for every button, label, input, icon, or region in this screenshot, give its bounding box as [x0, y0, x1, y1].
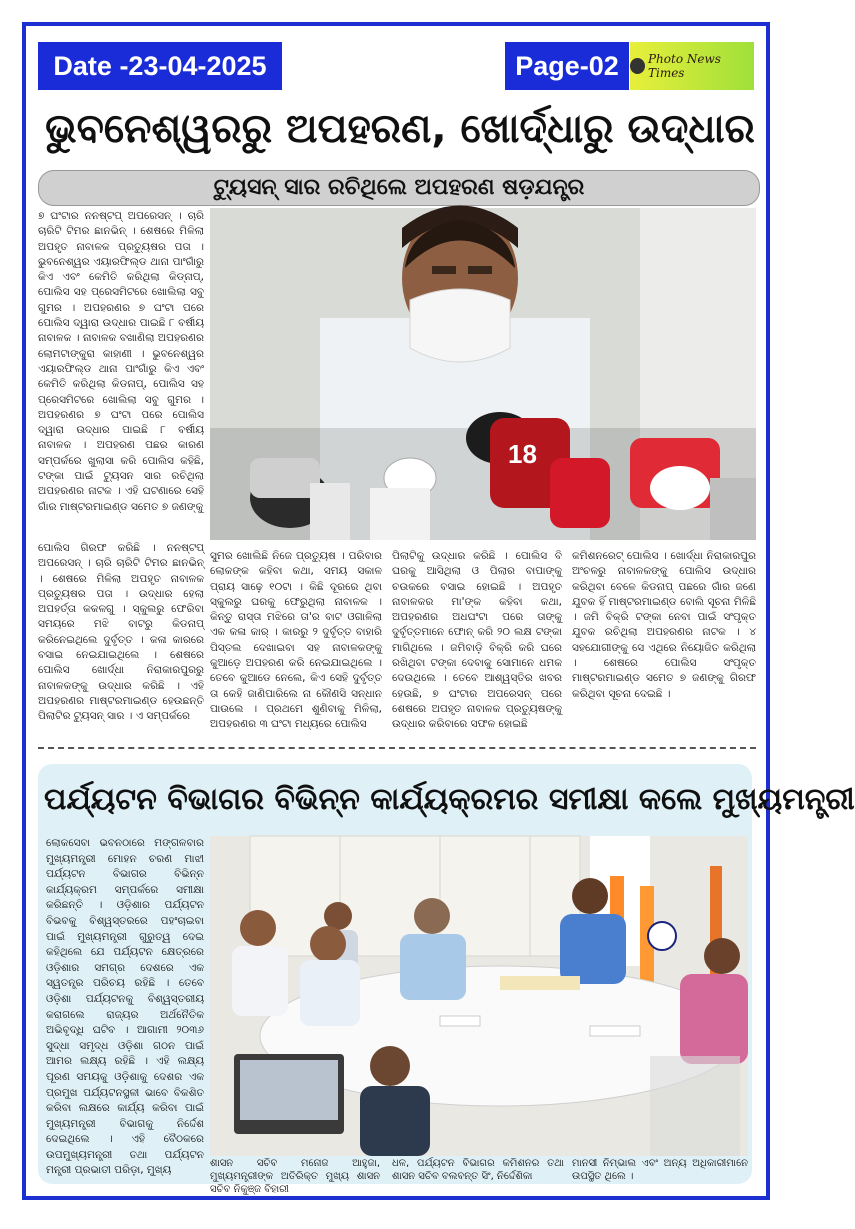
date-label: Date -23-04-2025: [38, 42, 282, 90]
story2-caption-2: ଧଳ, ପର୍ଯ୍ୟଟନ ବିଭାଗର କମିଶନର ତଥା ଶାସନ ସଚିବ ବଲବନ୍ତ ସିଂ, ନିର୍ଦ୍ଦେଶିକା: [392, 1158, 564, 1182]
story1-photo: [210, 208, 756, 540]
meeting-illustration: [210, 836, 748, 1156]
story2-headline: ପର୍ଯ୍ୟଟନ ବିଭାଗର ବିଭିନ୍ନ କାର୍ଯ୍ୟକ୍ରମର ସମୀକ୍ଷା କଲେ ମୁଖ୍ୟମନ୍ତ୍ରୀ: [44, 782, 855, 817]
logo-text: Photo News Times: [647, 52, 721, 80]
mic-label: 18: [508, 439, 537, 469]
logo: [630, 42, 754, 90]
story1-column-2: ସୁମର ଖୋଲିଛି ନିଜେ ପ୍ରତ୍ୟୁଷ । ପରିବାର ଲୋକଙ୍କ କହିବା କଥା, ସମୟ ସକାଳ ପ୍ରାୟ ସାଢ଼େ ୧୦ଟା । କିଛି ଦୂରରେ ଥିବା ସ୍କୁଲରୁ ଘରକୁ ଫେରୁଥିଲା ନାବାଳକ । କିନ୍ତୁ ରାସ୍ତା ମଝିରେ ତା'ର ବାଟ ଓଗାଳିଲା ଏକ କଳା କାର୍ । କାରରୁ ୨ ଦୁର୍ବୃତ୍ତ ବାହାରି ପିସ୍ତଲ ଦେଖାଇବା ସହ ନାବାଳକଙ୍କୁ କୁଆଡ଼େ ଅପହରଣ କରି ନେଇଯାଇଥିଲେ । ତେବେ କୁଆଡେ ନେଲେ, କିଏ ସେହି ଦୁର୍ବୃତ୍ତ ତା କେହି ଜାଣିପାରିଲେ ନା କୌଣସି ସନ୍ଧାନ ପାଉଲେ । ପ୍ରଥମେ ଶୁଣିବାକୁ ମିଳିଲା, ଅପହରଣର ୩ ଘଂଟା ମଧ୍ୟରେ ପୋଲିସ: [210, 550, 382, 731]
story2-column-1: ଲୋକସେବା ଭବନଠାରେ ମଙ୍ଗଳବାର ମୁଖ୍ୟମନ୍ତ୍ରୀ ମୋହନ ଚରଣ ମାଝୀ ପର୍ଯ୍ୟଟନ ବିଭାଗର ବିଭିନ୍ନ କାର୍ଯ୍ୟକ୍ରମ ସମ୍ପର୍କରେ ସମୀକ୍ଷା କରିଛନ୍ତି । ଓଡ଼ିଶାର ପର୍ଯ୍ୟଟନ ବିଭବକୁ ବିଶ୍ୱସ୍ତରରେ ପହଂଚାଇବା ପାଇଁ ମୁଖ୍ୟମନ୍ତ୍ରୀ ଗୁରୁତ୍ୱ ଦେଇ କହିଥିଲେ ଯେ ପର୍ଯ୍ୟଟନ କ୍ଷେତ୍ରରେ ଓଡ଼ିଶାର ସମଗ୍ର ଦେଶରେ ଏକ ସ୍ୱତନ୍ତ୍ର ପରିଚୟ ରହିଛି । ତେବେ ଓଡ଼ିଶା ପର୍ଯ୍ୟଟନକୁ ବିଶ୍ୱସ୍ତରୀୟ କରାଗଲେ ରାଜ୍ୟର ଅର୍ଥନୈତିକ ଅଭିବୃଦ୍ଧି ଘଟିବ । ଆଗାମୀ ୨୦୩୬ ସୁଦ୍ଧା ସମୃଦ୍ଧ ଓଡ଼ିଶା ଗଠନ ପାଇଁ ଆମର ଲକ୍ଷ୍ୟ ରହିଛି । ଏହି ଲକ୍ଷ୍ୟ ପୂରଣ ସମୟକୁ ଓଡ଼ିଶାକୁ ଦେଶର ଏକ ପ୍ରମୁଖ ପର୍ଯ୍ୟଟନସ୍ଥଳୀ ଭାବେ ବିକଶିତ କରିବା ଲକ୍ଷରେ କାର୍ଯ୍ୟ କରିବା ପାଇଁ ମୁଖ୍ୟମନ୍ତ୍ରୀ ବିଭାଗକୁ ନିର୍ଦ୍ଦେଶ ଦେଇଥିଲେ । ଏହି ବୈଠକରେ ଉପମୁଖ୍ୟମନ୍ତ୍ରୀ ତଥା ପର୍ଯ୍ୟଟନ ମନ୍ତ୍ରୀ ପ୍ରଭାତୀ ପରିଡ଼ା, ମୁଖ୍ୟ: [46, 837, 204, 1177]
story2-caption-3: ମାନସୀ ନିମ୍ଭାଲ ଏବଂ ଅନ୍ୟ ଅଧିକାରୀମାନେ ଉପସ୍ଥିତ ଥିଲେ ।: [572, 1158, 748, 1182]
camera-icon: [630, 58, 645, 74]
story1-column-4: କମିଶନରେଟ୍ ପୋଲିସ । ଖୋର୍ଦ୍ଧା ନିରାକାରପୁର ଅଂଚଳରୁ ନାବାଳକଙ୍କୁ ପୋଲିସ ଉଦ୍ଧାର କରିଥିବା ବେଳେ କିଡନାପ୍ ପଛରେ ଗାଁର ଜଣେ ଯୁବକ ହିଁ ମାଷ୍ଟରମାଇଣ୍ଡ ବୋଲି ସୂଚନା ମିଳିଛି । ଜମି ବିକ୍ରି ଟଙ୍କା ନେବା ପାଇଁ ସଂପୃକ୍ତ ଯୁବକ ରଚିଥିଲା ଅପହରଣର ନାଟକ । ୪ ସହଯୋଗୀଙ୍କୁ ସେ ଏଥିରେ ନିୟୋଜିତ କରିଥିଲା । ଶେଷରେ ପୋଲିସ ସଂପୃକ୍ତ ମାଷ୍ଟରମାଇଣ୍ଡ ସମେତ ୭ ଜଣଙ୍କୁ ଗିରଫ କରିଥିବା ସୂଚନା ଦେଇଛି ।: [572, 550, 756, 700]
story2-photo: [210, 836, 748, 1156]
story1-column-3: ପିଲାଟିକୁ ଉଦ୍ଧାର କରିଛି । ପୋଲିସ ବି ଘରକୁ ଆସିଥିଲା ଓ ପିଲାର ବାପାଙ୍କୁ ଚଉକରେ ବସାଇ ହୋଇଛି । ଅପହୃତ ନାବାଳକର ମା'ଙ୍କ କହିବା କଥା, ଅପହରଣର ଅଧଘଂଟା ପରେ ତାଙ୍କୁ ଦୁର୍ବୃତ୍ତମାନେ ଫୋନ୍ କରି ୨୦ ଲକ୍ଷ ଟଙ୍କା ମାଗିଥିଲେ । ଜମିବାଡ଼ି ବିକ୍ରି କରି ଘରେ ରଖିଥିବା ଟଙ୍କା ଦେବାକୁ ସୋମାନେ ଧମକ ଦେଉଥିଲେ । ତେବେ ଆଶ୍ୱସ୍ତିର ଖବର ହେଉଛି, ୭ ଘଂଟାର ଅପରେସନ୍ ପରେ ଶେଷରେ ଅପହୃତ ନାବାଳକ ପ୍ରତ୍ୟୁଷଙ୍କୁ ଉଦ୍ଧାର କରିବାରେ ସଫଳ ହୋଇଛି: [392, 550, 562, 731]
press-conference-illustration: [210, 208, 756, 540]
story1-headline: ଭୁବନେଶ୍ୱରରୁ ଅପହରଣ, ଖୋର୍ଦ୍ଧାରୁ ଉଦ୍ଧାର: [45, 106, 755, 152]
story1-column-1-bottom: ପୋଲିସ ଗିରଫ କରିଛି । ନନଷ୍ଟପ୍ ଅପରେସନ୍ । ଚାରି ଚାରିଟି ଟିମର ଛାନଭିନ୍ । ଶେଷରେ ମିଳିଲା ଅପହୃତ ନାବାଳକ ପ୍ରତ୍ୟୁଷର ପତା । ଉଦ୍ଧାର ହେଲା ଅପହର୍ତ୍ତା କକଳଗୁ । ସ୍କୁଲରୁ ଫେରିବା ସମୟରେ ମଝି ବାଟରୁ କିଡନାପ୍ କରିନେଇଥିଲେ ଦୁର୍ବୃତ୍ତ । କଳା କାରରେ ବସାଇ ନେଇଯାଇଥିଲେ । ଶେଷରେ ପୋଲିସ ଖୋର୍ଦ୍ଧା ନିରାକାରପୁରରୁ ନାବାଳକଙ୍କୁ ଉଦ୍ଧାର କରିଛି । ଏହି ଅପହରଣର ମାଷ୍ଟରମାଇଣ୍ଡ ହେଉଛନ୍ତି ପିଲାଟିର ଟ୍ୟୁସନ୍ ସାର । ଏ ସମ୍ପର୍କରେ: [38, 542, 204, 723]
story1-column-1-top: ୭ ଘଂଟାର ନନଷ୍ଟପ୍ ଅପରେସନ୍ । ଚାରି ଚାରିଟି ଟିମର ଛାନଭିନ୍ । ଶେଷରେ ମିଳିଲା ଅପହୃତ ନାବାଳକ ପ୍ରତ୍ୟୁଷର ପତା । ଭୁବନେଶ୍ୱର ଏୟାରଫିଲ୍ଡ ଥାନା ପାଂଗାଁରୁ କିଏ ଏବଂ କେମିତି କରିଥିଲା କିଡ୍ନାପ୍, ପୋଲିସ ସହ ପ୍ରେସମିଟରେ ଖୋଲିଲା ସବୁ ଗୁମର । ଅପହରଣର ୭ ଘଂଟା ପରେ ପୋଲିସ ଦ୍ୱାରା ଉଦ୍ଧାର ପାଇଛି ୮ ବର୍ଷୀୟ ନାବାଳକ । ନାବାଳକ ବଖାଣିଲା ଅପହରଣର ଲୋମଟାଙ୍କୁରା କାହାଣୀ । ଭୁବନେଶ୍ୱର ଏୟାରଫିଲ୍ଡ ଥାନା ପାଂଗାଁରୁ କିଏ ଏବଂ କେମିତି କରିଥିଲା କିଡନାପ୍, ପୋଲିସ ସହ ପ୍ରେସମିଟରେ ଖୋଲିଲା ସବୁ ଗୁମର । ଅପହରଣର ୭ ଘଂଟା ପରେ ପୋଲିସ ଦ୍ୱାରା ଉଦ୍ଧାର ପାଇଛି ୮ ବର୍ଷୀୟ ନାବାଳକ । ଅପହରଣ ପଛର କାରଣ ସମ୍ପର୍କରେ ଖୁଲାସା କରି ପୋଲିସ କହିଛି, ଟଙ୍କା ପାଇଁ ଟ୍ୟୁସନ ସାର ରଚିଥିଲା ଅପହରଣର ନାଟକ । ଏହି ଘଟଣାରେ ସେହି ଗାଁର ମାଷ୍ଟରମାଇଣ୍ଡ ସମେତ ୭ ଜଣଙ୍କୁ: [38, 210, 204, 513]
section-divider: [38, 747, 756, 749]
story2-caption-1: ଶାସନ ସଚିବ ମନୋଜ ଆହୁଜା, ମୁଖ୍ୟମନ୍ତ୍ରୀଙ୍କ ଅତିରିକ୍ତ ମୁଖ୍ୟ ଶାସନ ସଚିବ ନିକୁଞ୍ଜ ବିହାରୀ: [210, 1158, 380, 1195]
story1-subheadline: ଟ୍ୟୁସନ୍ ସାର ରଚିଥିଲେ ଅପହରଣ ଷଡ଼ଯନ୍ତ୍ର: [38, 170, 760, 206]
page-number: Page-02: [505, 42, 629, 90]
